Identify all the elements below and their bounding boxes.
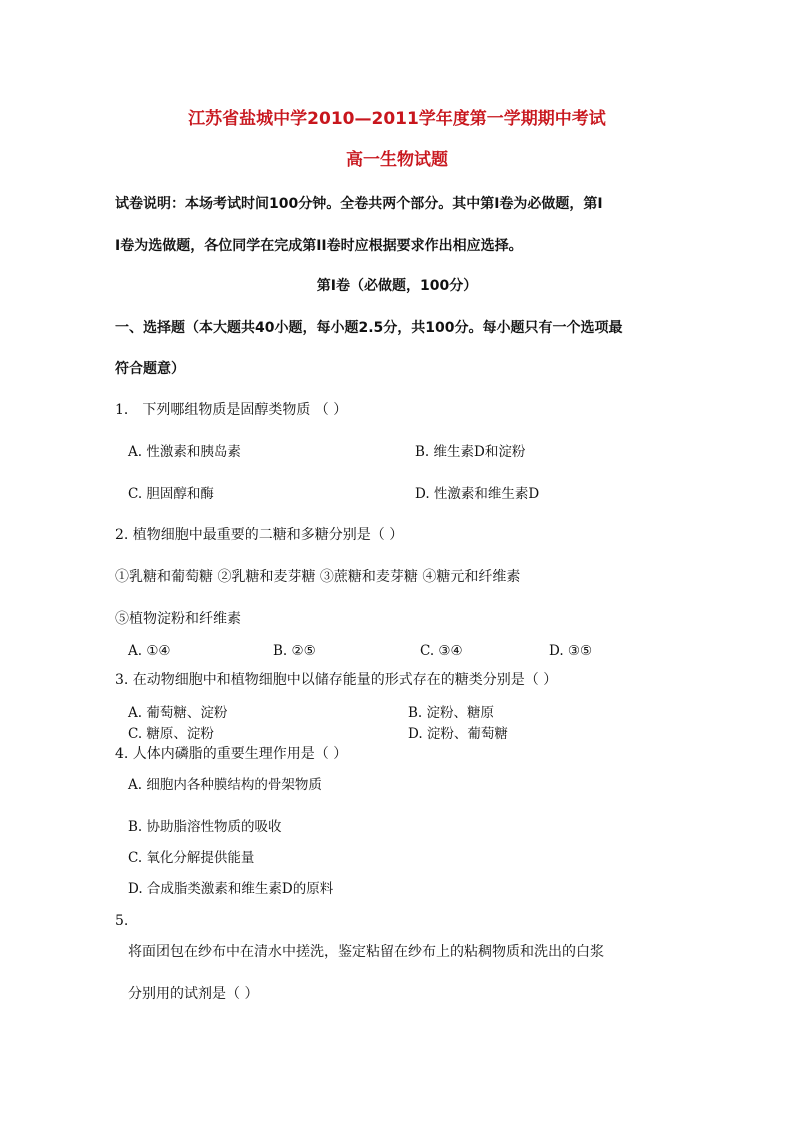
- instructions-line-1: 试卷说明：本场考试时间100分钟。全卷共两个部分。其中第Ⅰ卷为必做题，第Ⅰ: [115, 196, 603, 212]
- question-4-option-d: D. 合成脂类激素和维生素D的原料: [128, 881, 334, 897]
- question-2-stem: 2. 植物细胞中最重要的二糖和多糖分别是（ ）: [115, 527, 404, 543]
- question-3-option-c: C. 糖原、淀粉: [128, 726, 214, 742]
- part-heading-line-1: 一、选择题（本大题共40小题，每小题2.5分，共100分。每小题只有一个选项最: [115, 320, 623, 336]
- exam-title: 江苏省盐城中学2010—2011学年度第一学期期中考试: [188, 109, 606, 129]
- question-4-option-c: C. 氧化分解提供能量: [128, 850, 255, 866]
- question-1-option-a: A. 性激素和胰岛素: [128, 444, 241, 460]
- part-heading-line-2: 符合题意）: [115, 361, 185, 377]
- question-2-option-b: B. ②⑤: [273, 643, 316, 659]
- question-5-stem-line-2: 分别用的试剂是（ ）: [128, 986, 259, 1002]
- question-3-option-b: B. 淀粉、糖原: [408, 705, 495, 721]
- question-1-option-b: B. 维生素D和淀粉: [415, 444, 526, 460]
- question-4-stem: 4. 人体内磷脂的重要生理作用是（ ）: [115, 746, 348, 762]
- section-heading: 第Ⅰ卷（必做题，100分）: [316, 278, 478, 294]
- instructions-line-2: Ⅰ卷为选做题，各位同学在完成第II卷时应根据要求作出相应选择。: [115, 238, 523, 254]
- question-2-option-c: C. ③④: [420, 643, 463, 659]
- question-2-items-line-2: ⑤植物淀粉和纤维素: [115, 611, 241, 627]
- question-2-option-d: D. ③⑤: [549, 643, 593, 659]
- question-1-option-c: C. 胆固醇和酶: [128, 486, 214, 502]
- question-1-stem: 1． 下列哪组物质是固醇类物质 （ ）: [115, 402, 348, 418]
- question-5-number: 5.: [115, 913, 129, 929]
- question-3-stem: 3. 在动物细胞中和植物细胞中以储存能量的形式存在的糖类分别是（ ）: [115, 672, 558, 688]
- question-1-option-d: D. 性激素和维生素D: [415, 486, 540, 502]
- question-5-stem-line-1: 将面团包在纱布中在清水中搓洗，鉴定粘留在纱布上的粘稠物质和洗出的白浆: [128, 944, 604, 960]
- question-3-option-a: A. 葡萄糖、淀粉: [128, 705, 228, 721]
- question-4-option-a: A. 细胞内各种膜结构的骨架物质: [128, 777, 322, 793]
- question-3-option-d: D. 淀粉、葡萄糖: [408, 726, 508, 742]
- exam-subtitle: 高一生物试题: [346, 150, 448, 170]
- question-4-option-b: B. 协助脂溶性物质的吸收: [128, 819, 282, 835]
- question-2-items-line-1: ①乳糖和葡萄糖 ②乳糖和麦芽糖 ③蔗糖和麦芽糖 ④糖元和纤维素: [115, 569, 521, 585]
- question-2-option-a: A. ①④: [128, 643, 171, 659]
